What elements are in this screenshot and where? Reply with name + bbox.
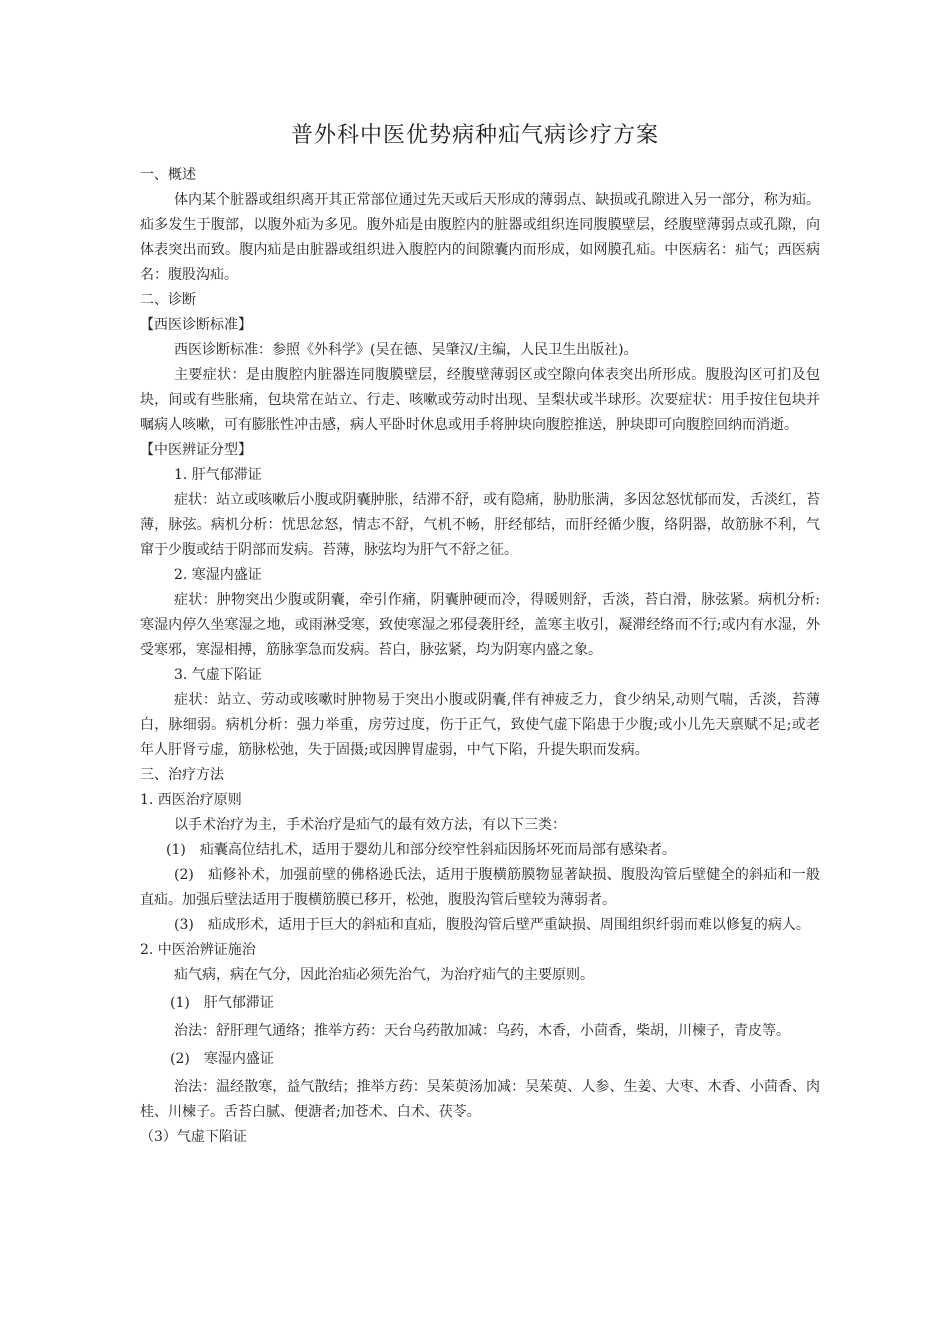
- paragraph-western-reference: 西医诊断标准：参照《外科学》(吴在德、吴肇汉/主编，人民卫生出版社)。: [174, 342, 638, 358]
- list-item-surgery-2: (2) 疝修补术，加强前壁的佛格逊氏法，适用于腹横筋膜物显著缺损、腹股沟管后壁健全的斜疝和一般直疝。加强后壁法适用于腹横筋膜已移开，松弛，腹股沟管后壁较为薄弱者。: [140, 867, 820, 908]
- subheading-western-criteria: 【西医诊断标准】: [140, 317, 252, 333]
- type-heading-1: 1. 肝气郁滞证: [174, 467, 262, 483]
- subheading-tcm-types: 【中医辨证分型】: [140, 442, 252, 458]
- paragraph-treatment-2: 治法：温经散寒，益气散结；推举方药：吴茱萸汤加减：吴茱萸、人参、生姜、大枣、木香、小茴香、肉桂、川楝子。舌苔白腻、便溏者;加苍术、白术、茯苓。: [140, 1079, 820, 1120]
- treatment-heading-3: （3）气虚下陷证: [140, 1129, 247, 1145]
- section-heading-diagnosis: 二、诊断: [140, 292, 196, 308]
- treatment-heading-1: (1) 肝气郁滞证: [170, 995, 274, 1011]
- paragraph-treatment-1: 治法：舒肝理气通络；推举方药：天台乌药散加减：乌药，木香，小茴香，柴胡，川楝子，青皮等。: [174, 1023, 790, 1039]
- subheading-western-treatment: 1. 西医治疗原则: [140, 792, 242, 808]
- list-item-surgery-1: (1) 疝囊高位结扎术，适用于婴幼儿和部分绞窄性斜疝因肠坏死而局部有感染者。: [166, 842, 676, 858]
- document-body: [140, 163, 820, 1150]
- subheading-tcm-treatment: 2. 中医治辨证施治: [140, 942, 256, 958]
- document-title: 普外科中医优势病种疝气病诊疗方案: [290, 123, 659, 148]
- paragraph-surgery-intro: 以手术治疗为主，手术治疗是疝气的最有效方法，有以下三类：: [174, 817, 566, 833]
- paragraph-type-2: 症状：肿物突出少腹或阴囊，牵引作痛，阴囊肿硬而冷，得暖则舒，舌淡，苔白滑，脉弦紧。病机分析:寒湿内停久坐寒湿之地，或雨淋受寒，致使寒湿之邪侵袭肝经，盖寒主收引，凝滞经络而不行;或内有水湿，外受寒邪，寒湿相搏，筋脉挛急而发病。苔白，脉弦紧，均为阴寒内盛之象。: [140, 592, 820, 658]
- type-heading-3: 3. 气虚下陷证: [174, 667, 262, 683]
- paragraph-main-symptoms: 主要症状：是由腹腔内脏器连同腹膜壁层，经腹壁薄弱区或空隙向体表突出所形成。腹股沟区可扪及包块，间或有些胀痛，包块常在站立、行走、咳嗽或劳动时出现、呈梨状或半球形。次要症状：用手按住包块并嘱病人咳嗽，可有膨胀性冲击感，病人平卧时休息或用手将肿块向腹腔推送，肿块即可向腹腔回纳而消逝。: [140, 367, 820, 433]
- type-heading-2: 2. 寒湿内盛证: [174, 567, 262, 583]
- section-heading-treatment: 三、治疗方法: [140, 767, 224, 783]
- paragraph-overview: 体内某个脏器或组织离开其正常部位通过先天或后天形成的薄弱点、缺损或孔隙进入另一部分，称为疝。疝多发生于腹部，以腹外疝为多见。腹外疝是由腹腔内的脏器或组织连同腹膜壁层，经腹壁薄弱点或孔隙，向体表突出而致。腹内疝是由脏器或组织进入腹腔内的间隙囊内而形成，如网膜孔疝。中医病名：疝气；西医病名：腹股沟疝。: [140, 192, 820, 283]
- list-item-surgery-3: (3) 疝成形术，适用于巨大的斜疝和直疝，腹股沟管后壁严重缺损、周围组织纤弱而难以修复的病人。: [174, 917, 810, 933]
- treatment-heading-2: (2) 寒湿内盛证: [170, 1051, 274, 1067]
- paragraph-tcm-principle: 疝气病，病在气分，因此治疝必须先治气，为治疗疝气的主要原则。: [174, 967, 594, 983]
- paragraph-type-1: 症状：站立或咳嗽后小腹或阴囊肿胀，结滞不舒，或有隐痛，胁肋胀满，多因忿怒忧郁而发，舌淡红，苔薄，脉弦。病机分析：忧思忿怒，情志不舒，气机不畅，肝经郁结，而肝经循少腹，络阴器，故筋脉不利，气窜于少腹或结于阴部而发病。苔薄，脉弦均为肝气不舒之征。: [140, 492, 820, 558]
- paragraph-type-3: 症状：站立、劳动或咳嗽时肿物易于突出小腹或阴囊,伴有神疲乏力，食少纳呆,动则气喘，舌淡，苔薄白，脉细弱。病机分析：强力举重，房劳过度，伤于正气，致使气虚下陷患于少腹;或小儿先天禀赋不足;或老年人肝肾亏虚，筋脉松弛，失于固摄;或因脾胃虚弱，中气下陷，升提失职而发病。: [140, 692, 820, 758]
- section-heading-overview: 一、概述: [140, 167, 196, 183]
